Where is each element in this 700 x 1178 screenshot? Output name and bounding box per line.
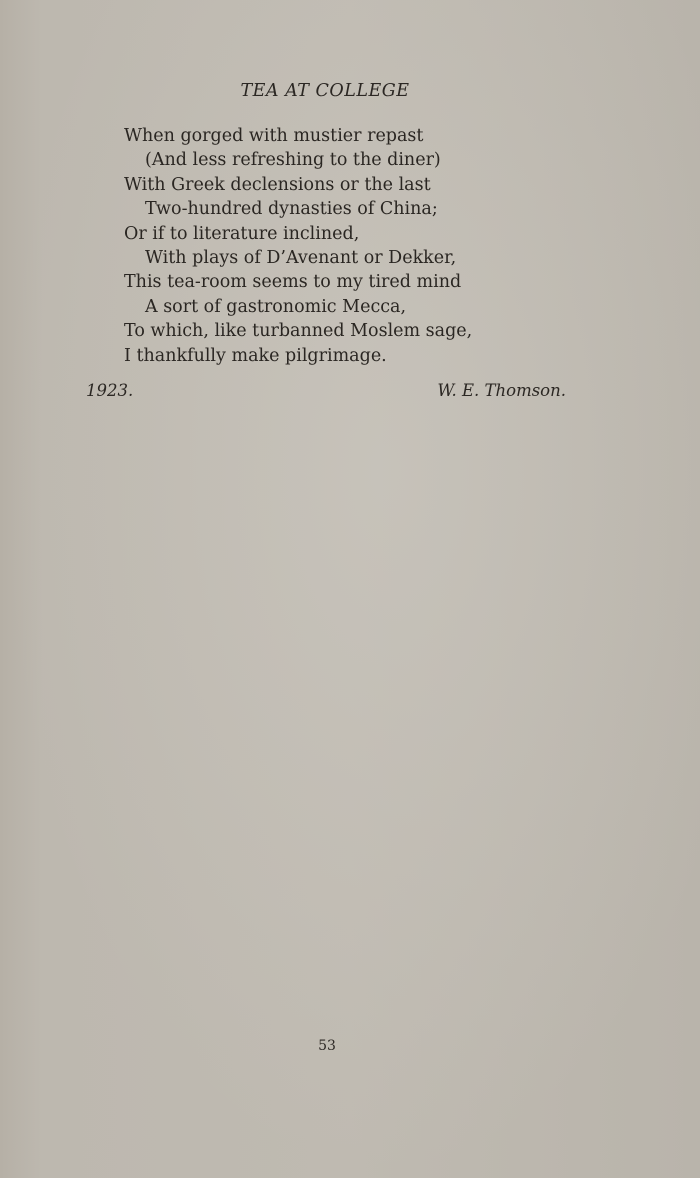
poem-line: A sort of gastronomic Mecca, <box>145 296 407 317</box>
poem-line: When gorged with mustier repast <box>124 126 424 146</box>
poem-line: This tea-room seems to my tired mind <box>124 272 462 293</box>
poem-date: 1923. <box>86 381 134 400</box>
poem-line: Or if to literature inclined, <box>124 223 360 244</box>
poem-line: Two-hundred dynasties of China; <box>145 199 438 220</box>
poem-line: (And less refreshing to the diner) <box>145 150 441 171</box>
page-number: 53 <box>318 1038 336 1054</box>
poem-body <box>124 124 544 368</box>
poem-author: W. E. Thomson. <box>437 381 566 400</box>
poem-line: To which, like turbanned Moslem sage, <box>124 321 473 342</box>
poem-title: TEA AT COLLEGE <box>240 81 410 101</box>
poem-line: With plays of D’Avenant or Dekker, <box>145 247 457 268</box>
poem-line: I thankfully make pilgrimage. <box>124 345 387 366</box>
poem-line: With Greek declensions or the last <box>124 174 431 195</box>
